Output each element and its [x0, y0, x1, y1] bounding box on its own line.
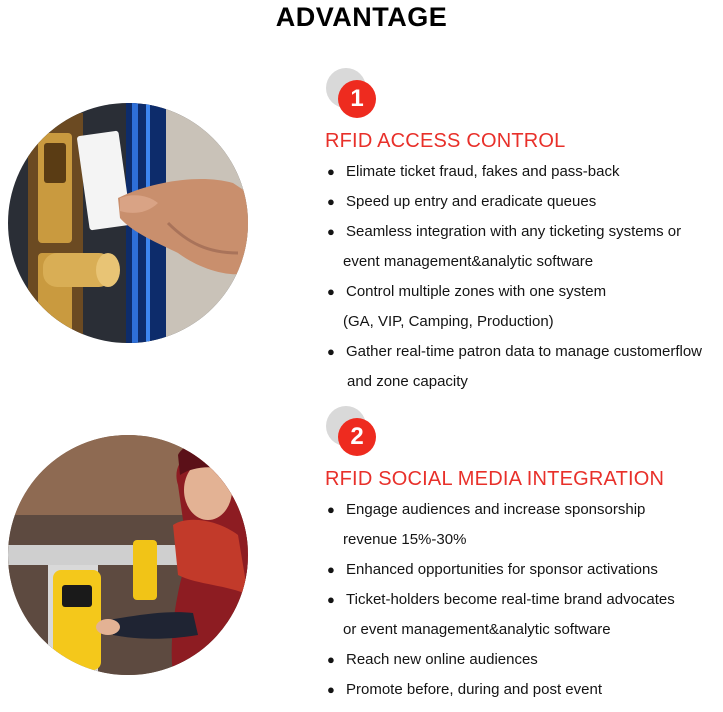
- access-control-list: [327, 157, 702, 397]
- section-heading-access-control: RFID ACCESS CONTROL: [325, 130, 566, 152]
- list-item: ● Enhanced opportunities for sponsor activations: [327, 555, 675, 585]
- step-number: 1: [338, 80, 376, 118]
- page-title: ADVANTAGE: [275, 2, 448, 32]
- list-item: ● Speed up entry and eradicate queues: [327, 187, 702, 217]
- list-item-continuation: revenue 15%-30%: [343, 531, 467, 548]
- bullet-icon: ●: [327, 284, 335, 299]
- rfid-card-door-lock-photo: [8, 103, 248, 343]
- bullet-icon: ●: [327, 164, 335, 179]
- bullet-icon: ●: [327, 592, 335, 607]
- bullet-icon: ●: [327, 682, 335, 697]
- turnstile-image-icon: [8, 435, 248, 675]
- door-lock-image-icon: [8, 103, 248, 343]
- list-item-continuation: or event management&analytic software: [343, 621, 611, 638]
- list-item: ● Engage audiences and increase sponsorship: [327, 495, 675, 525]
- step-2-badge: [326, 406, 388, 456]
- list-item-continuation: event management&analytic software: [343, 253, 594, 270]
- bullet-icon: ●: [327, 224, 335, 239]
- bullet-icon: ●: [327, 562, 335, 577]
- social-media-list: [327, 495, 675, 705]
- bullet-icon: ●: [327, 344, 335, 359]
- list-item: ● Ticket-holders become real-time brand advocates: [327, 585, 675, 615]
- list-item-continuation: and zone capacity: [347, 373, 468, 390]
- list-item-continuation: (GA, VIP, Camping, Production): [343, 313, 554, 330]
- step-number: 2: [338, 418, 376, 456]
- list-item: ● Promote before, during and post event: [327, 675, 675, 705]
- list-item: ● Elimate ticket fraud, fakes and pass-back: [327, 157, 702, 187]
- list-item: ● Reach new online audiences: [327, 645, 675, 675]
- bullet-icon: ●: [327, 652, 335, 667]
- bullet-icon: ●: [327, 502, 335, 517]
- section-heading-social-media: RFID SOCIAL MEDIA INTEGRATION: [325, 468, 665, 490]
- list-item: ● Gather real-time patron data to manage customerflow: [327, 337, 702, 367]
- list-item: ● Control multiple zones with one system: [327, 277, 702, 307]
- list-item: ● Seamless integration with any ticketing systems or: [327, 217, 702, 247]
- step-1-badge: [326, 68, 388, 118]
- bullet-icon: ●: [327, 194, 335, 209]
- turnstile-rfid-reader-photo: [8, 435, 248, 675]
